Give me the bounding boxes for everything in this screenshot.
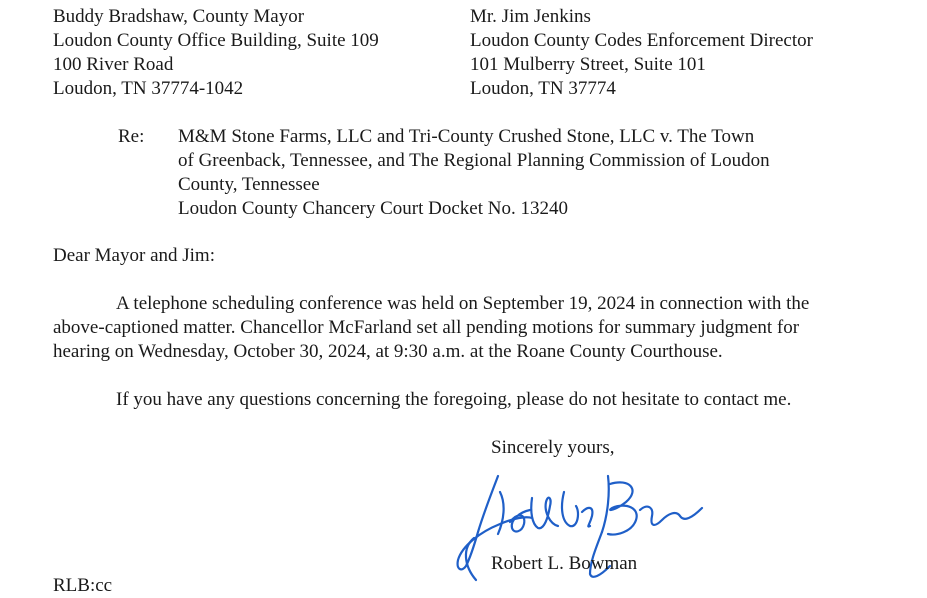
addressee-1-line-1: Buddy Bradshaw, County Mayor bbox=[53, 6, 305, 27]
signer-name: Robert L. Bowman bbox=[491, 553, 638, 574]
addressee-2-line-3: 101 Mulberry Street, Suite 101 bbox=[470, 54, 706, 75]
body-paragraph-2: If you have any questions concerning the foregoing, please do not hesitate to contact me. bbox=[116, 389, 792, 410]
re-line-1: M&M Stone Farms, LLC and Tri-County Crushed Stone, LLC v. The Town bbox=[178, 126, 755, 147]
salutation: Dear Mayor and Jim: bbox=[53, 245, 215, 266]
body-paragraph-1-line-3: hearing on Wednesday, October 30, 2024, at 9:30 a.m. at the Roane County Courthouse. bbox=[53, 341, 723, 362]
addressee-2-line-4: Loudon, TN 37774 bbox=[470, 78, 616, 99]
reference-initials: RLB:cc bbox=[53, 575, 113, 596]
addressee-1-line-3: 100 River Road bbox=[53, 54, 174, 75]
body-paragraph-1-line-2: above-captioned matter. Chancellor McFarland set all pending motions for summary judgment for bbox=[53, 317, 800, 338]
addressee-2-line-2: Loudon County Codes Enforcement Director bbox=[470, 30, 813, 51]
re-line-4: Loudon County Chancery Court Docket No. 13240 bbox=[178, 198, 568, 219]
re-line-2: of Greenback, Tennessee, and The Regional Planning Commission of Loudon bbox=[178, 150, 770, 171]
re-label: Re: bbox=[118, 126, 145, 147]
re-line-3: County, Tennessee bbox=[178, 174, 320, 195]
addressee-1-line-4: Loudon, TN 37774-1042 bbox=[53, 78, 244, 99]
addressee-2-line-1: Mr. Jim Jenkins bbox=[470, 6, 591, 27]
valediction: Sincerely yours, bbox=[491, 437, 615, 458]
addressee-1-line-2: Loudon County Office Building, Suite 109 bbox=[53, 30, 379, 51]
body-paragraph-1-line-1: A telephone scheduling conference was held on September 19, 2024 in connection with the bbox=[116, 293, 810, 314]
